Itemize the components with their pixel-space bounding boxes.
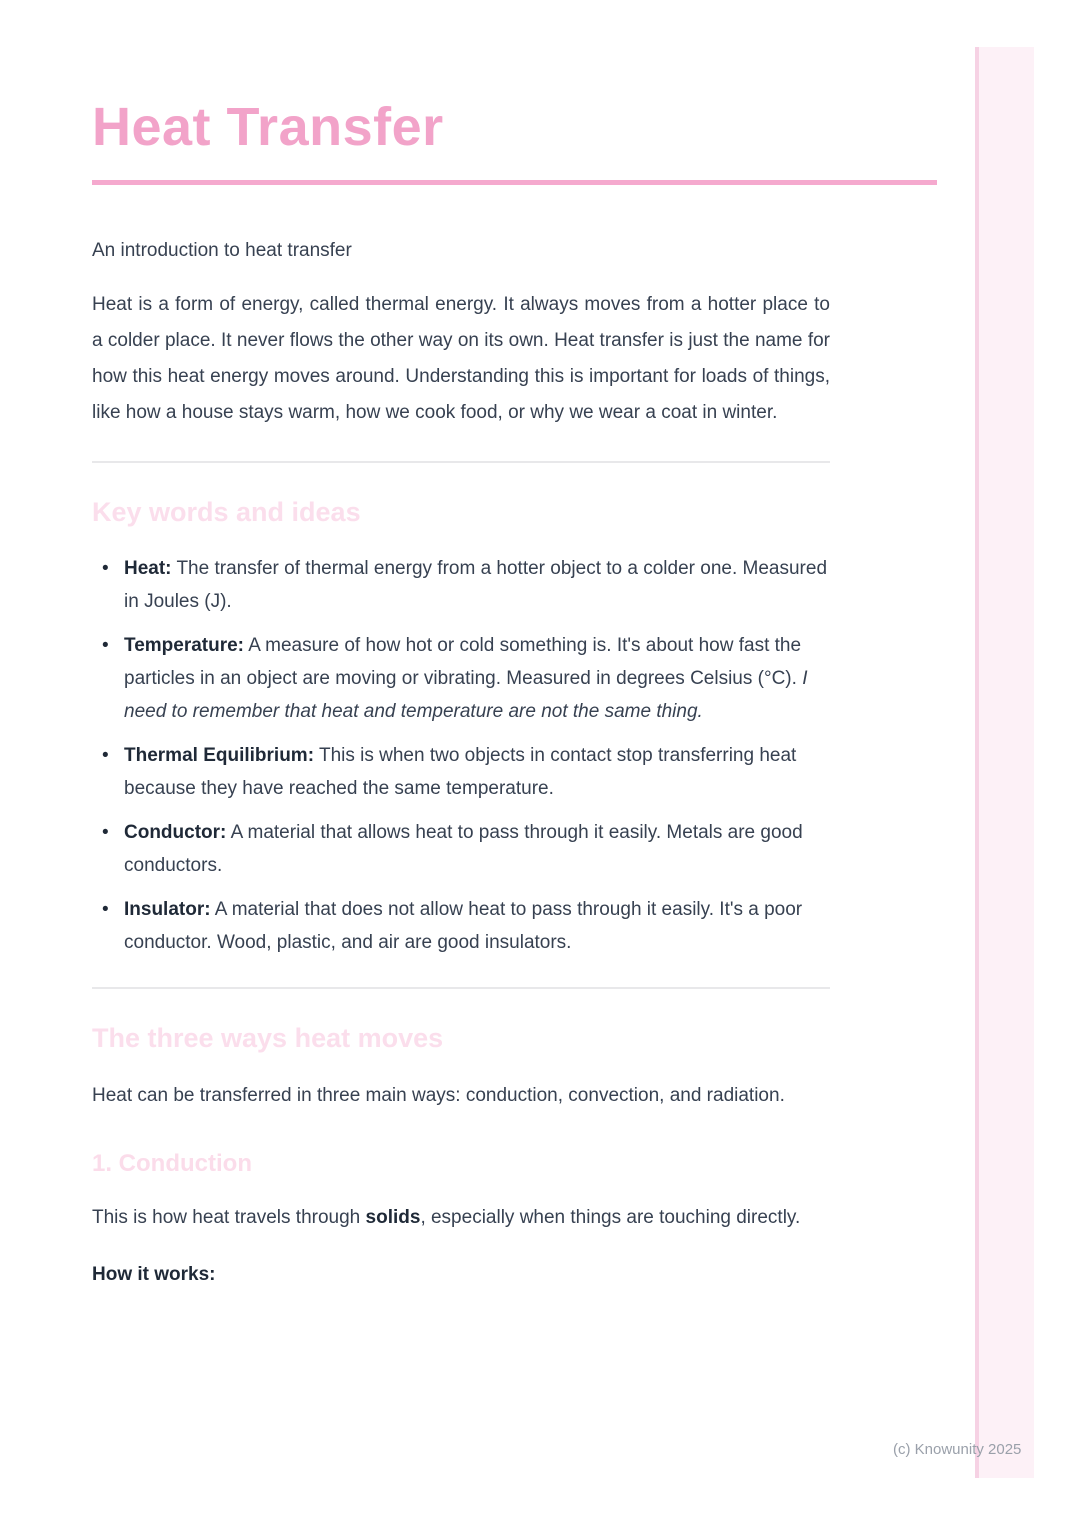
- keyword-list-item: [92, 552, 830, 618]
- text-run: A material that does not allow heat to pass through it easily. It's a poor conductor. Wood, plastic, and air are good insulators.: [124, 899, 803, 953]
- text-run: The transfer of thermal energy from a hotter object to a colder one. Measured in Joules (J).: [124, 558, 828, 612]
- text-run: This is how heat travels through: [92, 1207, 366, 1228]
- bold-text-run: solids: [365, 1207, 421, 1228]
- bold-text-run: Thermal Equilibrium:: [124, 745, 315, 766]
- text-run: A material that allows heat to pass through it easily. Metals are good conductors.: [124, 822, 803, 876]
- conduction-paragraph: [92, 1200, 830, 1236]
- how-it-works-label: How it works:: [92, 1264, 216, 1285]
- page-title: Heat Transfer: [92, 97, 444, 157]
- conduction-sub-heading: 1. Conduction: [92, 1150, 252, 1177]
- intro-label: An introduction to heat transfer: [92, 240, 352, 261]
- document-content: [92, 0, 937, 1289]
- ways-paragraph: Heat can be transferred in three main ways: conduction, convection, and radiation.: [92, 1085, 785, 1106]
- keyword-list-item: [92, 893, 830, 959]
- bold-text-run: Temperature:: [124, 635, 245, 656]
- bold-text-run: Conductor:: [124, 822, 227, 843]
- keywords-section-heading: Key words and ideas: [92, 497, 361, 527]
- bold-text-run: Insulator:: [124, 899, 211, 920]
- intro-paragraph: Heat is a form of energy, called thermal energy. It always moves from a hotter place to a colder place. It never flows the other way on its own. Heat transfer is just the name for how this heat energy moves around. Understanding this is important for loads of things, like how a house stays warm, how we cook food, or why we wear a coat in winter.: [92, 294, 830, 423]
- text-run: , especially when things are touching directly.: [420, 1207, 801, 1228]
- bold-text-run: Heat:: [124, 558, 172, 579]
- title-underline-rule: [92, 180, 937, 185]
- copyright-watermark: (c) Knowunity 2025: [893, 1441, 1022, 1458]
- keywords-list: [92, 552, 830, 959]
- page-edge-strip: [975, 47, 1034, 1478]
- keyword-list-item: [92, 629, 830, 728]
- section-divider: [92, 461, 830, 463]
- section-divider: [92, 987, 830, 989]
- keyword-list-item: [92, 816, 830, 882]
- ways-section-heading: The three ways heat moves: [92, 1023, 444, 1053]
- text-run: A measure of how hot or cold something is. It's about how fast the particles in an object are moving or vibrating. Measured in degrees Celsius (°C).: [124, 635, 803, 689]
- text-run: This is when two objects in contact stop transferring heat because they have reached the same temperature.: [124, 745, 797, 799]
- italic-text-run: I need to remember that heat and temperature are not the same thing.: [124, 668, 808, 722]
- keyword-list-item: [92, 739, 830, 805]
